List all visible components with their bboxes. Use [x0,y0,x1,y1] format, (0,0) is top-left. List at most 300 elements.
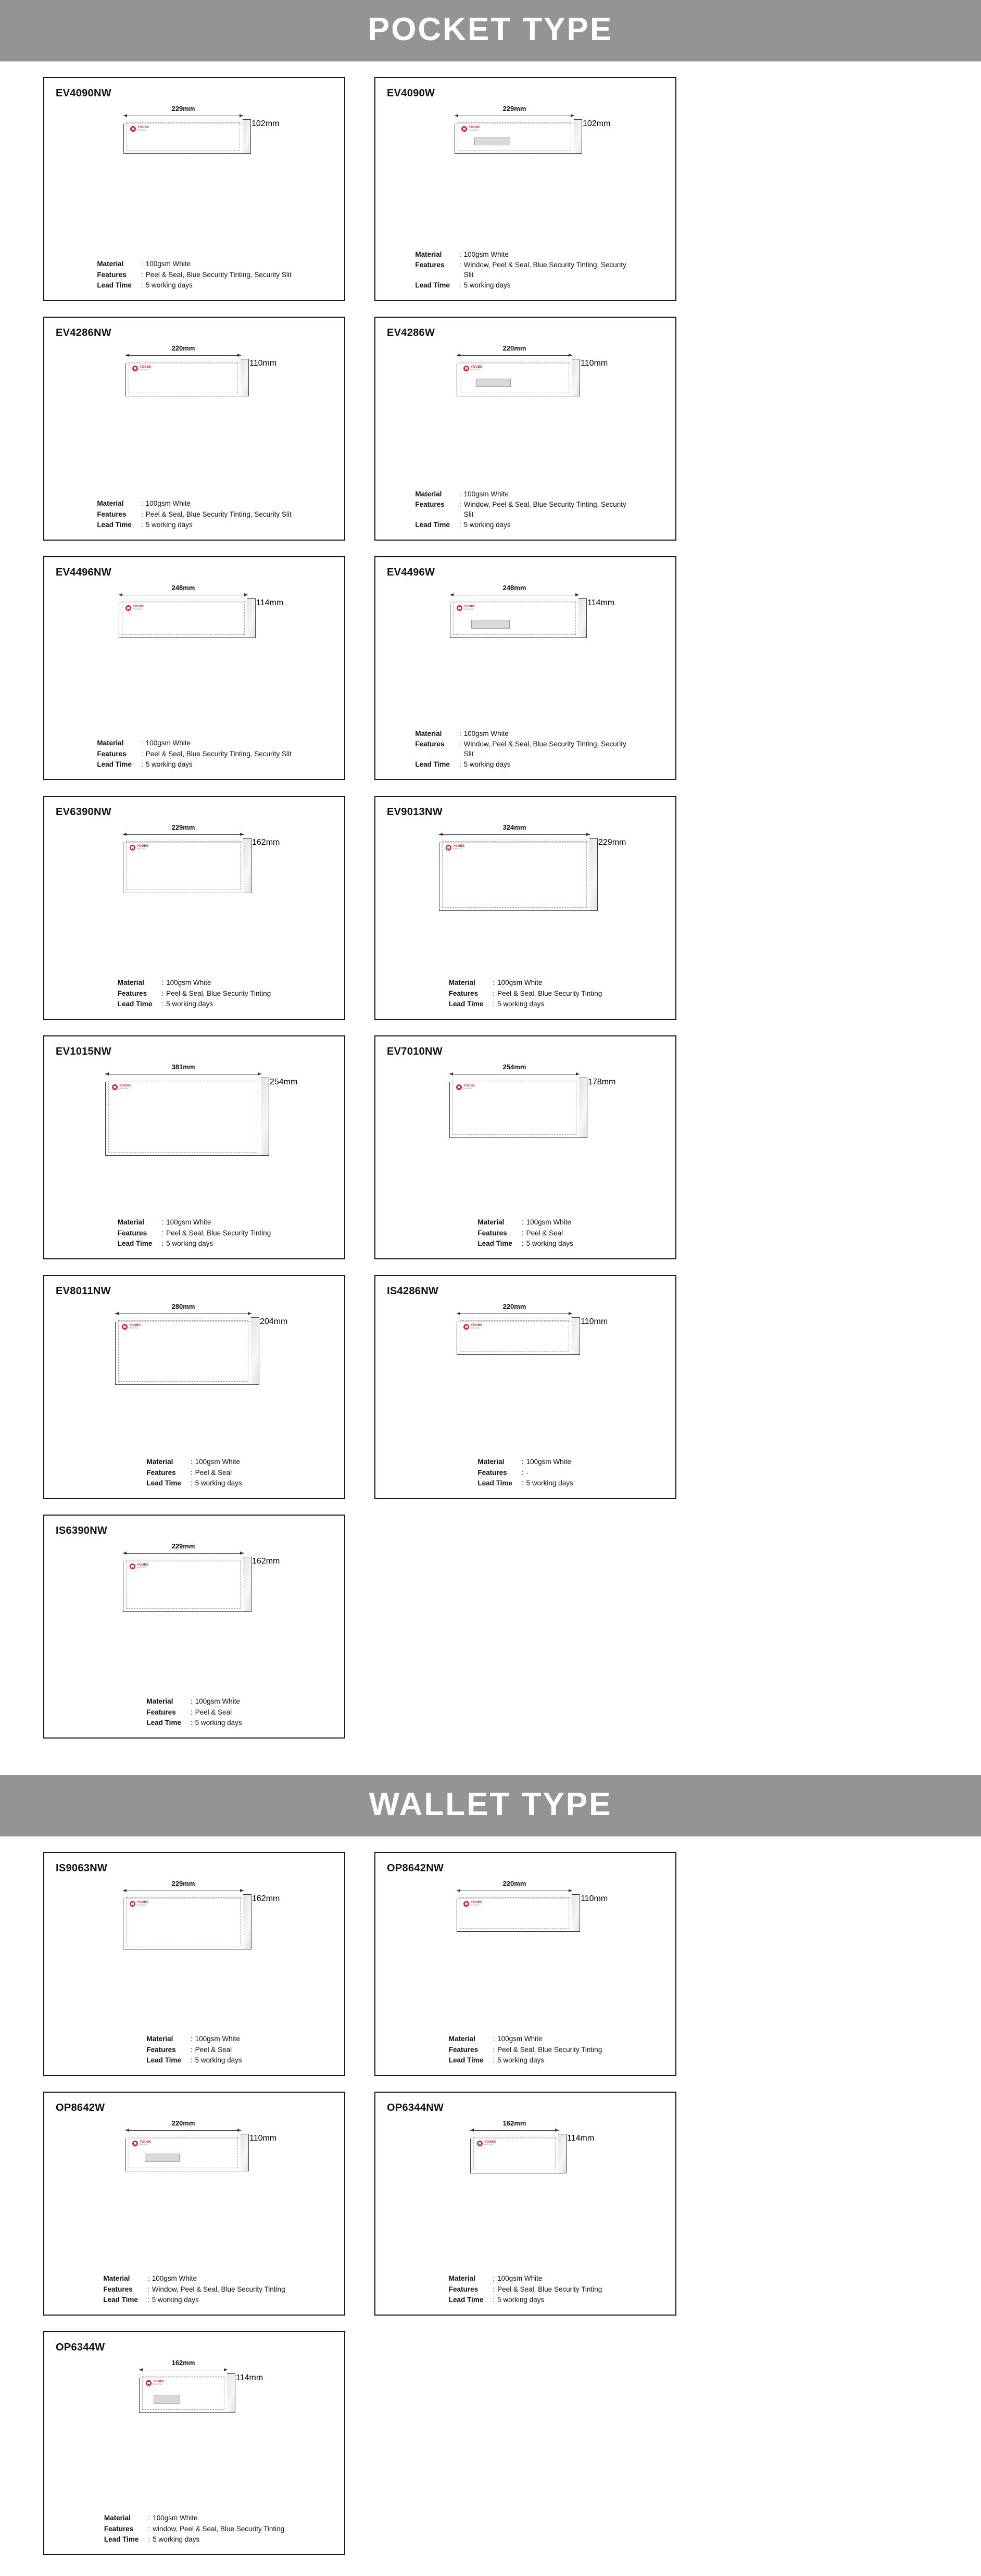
spec-colon: : [521,1229,524,1237]
material-value: 100gsm White [166,979,211,987]
brand-mark-icon [146,2380,152,2386]
features-label: Features [97,270,127,279]
envelope-row [449,1078,616,1138]
brand-tagline: PRINTING [453,847,462,850]
spec-colon: : [141,739,143,747]
spec-row [449,2045,602,2055]
features-value: Peel & Seal, Blue Security Tinting [497,2045,602,2054]
spec-block [375,978,675,1009]
brand-logo [132,2141,151,2146]
brand-tagline: PRINTING [133,608,142,610]
spec-row [97,498,291,509]
brand-logo [461,126,480,132]
width-dimension-line [123,1553,244,1554]
spec-row [104,2513,284,2523]
spec-colon: : [141,749,143,758]
envelope-body [470,2134,559,2173]
spec-colon: : [493,2035,495,2043]
width-dimension-label: 229mm [500,105,529,112]
envelope-illustration [56,1540,333,1647]
material-label: Material [477,1458,505,1466]
material-value: 100gsm White [195,1458,240,1466]
grid-spacer [374,2331,676,2555]
height-dimension-label: 204mm [260,1317,288,1326]
spec-table [146,2034,242,2066]
spec-row [449,999,602,1009]
lead-time-value: 5 working days [195,1718,242,1727]
envelope-body-wrap [449,1078,580,1138]
brand-tagline: PRINTING [129,1327,139,1329]
envelope-illustration [56,1061,333,1168]
spec-colon: : [147,2285,149,2293]
product-card [374,796,676,1020]
material-label: Material [117,1218,144,1227]
height-dimension [251,119,280,154]
height-dimension-label: 162mm [252,838,280,847]
product-code: EV4286NW [56,327,111,339]
features-label: Features [448,2285,479,2293]
material-value: 100gsm White [195,2035,240,2043]
spec-colon: : [521,1479,524,1487]
features-value: Window, Peel & Seal, Blue Security Tinting, Security Slit [463,501,626,518]
height-dimension-label: 110mm [581,1317,608,1326]
envelope-row [123,119,280,154]
lead-time-value: 5 working days [153,2535,200,2543]
spec-block [44,978,344,1009]
brand-tagline: PRINTING [153,2383,162,2385]
envelope-body-wrap [457,359,572,396]
envelope-window [471,620,510,629]
width-dimension-label: 248mm [500,584,529,592]
features-value: Peel & Seal, Blue Security Tinting, Security Slit [145,510,292,518]
product-code: EV6390NW [56,806,111,818]
section-banner-wallet [0,1775,981,1836]
envelope-row [470,2134,595,2173]
brand-tagline: PRINTING [137,847,146,850]
width-dimension [470,2120,559,2134]
spec-block [375,1217,675,1249]
material-value: 100gsm White [463,730,509,738]
envelope-side-flap [261,1078,269,1156]
spec-colon: : [493,2274,495,2283]
spec-row [146,1478,242,1489]
height-dimension-label: 162mm [252,1894,280,1903]
spec-row [97,749,291,759]
spec-row [477,1457,573,1467]
brand-mark-icon [122,1324,128,1330]
features-label: Features [477,1468,507,1477]
brand-mark-icon [130,845,135,851]
spec-colon: : [459,501,461,509]
envelope-body-wrap [123,1557,244,1612]
illustration-inner [470,2119,595,2173]
spec-block [375,1457,675,1489]
illustration-inner [439,823,626,911]
envelope-illustration [56,582,333,689]
lead-time-label: Lead Time [415,760,450,768]
spec-colon: : [493,999,495,1008]
features-value: Peel & Seal [195,1468,232,1477]
material-value: 100gsm White [463,490,509,498]
envelope-illustration [56,821,333,928]
product-code: OP6344W [56,2342,105,2353]
envelope-illustration [56,1878,333,1984]
spec-colon: : [141,520,143,529]
brand-logo [130,1564,148,1569]
product-card [43,2092,345,2316]
illustration-inner [105,1063,298,1156]
spec-row [415,260,635,280]
brand-name: YOUBE PRINTING [463,1084,475,1090]
features-value: Window, Peel & Seal, Blue Security Tinting [152,2285,285,2293]
lead-time-value: 5 working days [152,2295,199,2304]
features-label: Features [415,501,445,509]
spec-colon: : [161,1239,164,1247]
product-card [43,796,345,1020]
spec-table [477,1217,573,1249]
spec-table [449,2273,602,2305]
spec-row [146,2034,242,2044]
spec-colon: : [148,2535,150,2543]
spec-colon: : [147,2295,149,2304]
lead-time-value: 5 working days [166,999,213,1008]
features-label: Features [448,989,479,997]
brand-name: YOUBE PRINTING [137,126,149,131]
envelope-body [457,1317,572,1355]
spec-colon: : [459,261,461,269]
width-dimension [139,2360,228,2373]
width-dimension [455,106,574,119]
lead-time-label: Lead Time [117,999,153,1008]
envelope-side-flap [241,359,249,396]
height-dimension-label: 178mm [588,1078,616,1086]
brand-name: YOUBE PRINTING [453,845,465,850]
width-dimension [115,1304,251,1317]
brand-tagline: PRINTING [464,608,473,610]
spec-row [97,520,291,530]
envelope-window [154,2395,180,2404]
product-card [43,2331,345,2555]
width-dimension [125,345,241,359]
brand-logo [130,845,148,851]
envelope-row [139,2373,263,2413]
spec-block [375,2034,675,2066]
spec-table [146,1457,242,1489]
features-label: Features [477,1229,507,1237]
envelope-body [105,1078,261,1156]
product-code: IS9063NW [56,1862,108,1874]
width-dimension-label: 220mm [500,1303,529,1310]
spec-row [415,520,635,530]
spec-colon: : [493,2056,495,2064]
envelope-row [123,1894,280,1949]
envelope-side-flap [572,359,580,396]
brand-logo [457,605,475,611]
spec-colon: : [148,2524,150,2533]
spec-row [415,499,635,519]
spec-row [415,739,635,759]
features-value: Window, Peel & Seal, Blue Security Tinting, Security Slit [463,740,626,758]
width-dimension [439,824,590,838]
envelope-illustration [56,2357,333,2464]
material-label: Material [104,2514,131,2522]
lead-time-label: Lead Time [146,1718,181,1727]
product-code: EV4286W [387,327,435,339]
features-label: Features [104,2524,134,2533]
lead-time-label: Lead Time [448,2056,484,2064]
brand-name: YOUBE PRINTING [471,366,483,371]
product-card [374,317,676,541]
lead-time-value: 5 working days [145,520,193,529]
product-code: OP6344NW [387,2102,444,2114]
product-card [43,1275,345,1499]
product-card [43,317,345,541]
envelope-row [125,2134,277,2171]
brand-name: YOUBE PRINTING [133,605,145,610]
features-value: - [526,1468,529,1477]
lead-time-label: Lead Time [97,760,132,768]
product-code: EV9013NW [387,806,443,818]
lead-time-value: 5 working days [526,1239,573,1247]
brand-tagline: PRINTING [140,368,149,371]
height-dimension-label: 110mm [249,2134,277,2143]
spec-row [97,270,291,280]
width-dimension-line [123,834,244,835]
envelope-side-flap [558,2134,567,2173]
spec-block [375,489,675,530]
illustration-inner [125,344,277,396]
product-card [374,1035,676,1259]
height-dimension [567,2134,595,2173]
brand-mark-icon [463,1901,469,1907]
envelope-illustration [56,342,333,449]
spec-block [44,1217,344,1249]
features-label: Features [415,740,445,748]
lead-time-value: 5 working days [166,1239,213,1247]
spec-colon: : [141,510,143,518]
width-dimension-label: 381mm [169,1063,198,1071]
material-value: 100gsm White [195,1697,240,1706]
spec-colon: : [141,281,143,289]
width-dimension [449,1064,580,1078]
spec-table [415,249,635,291]
material-value: 100gsm White [145,499,191,508]
spec-colon: : [161,1218,164,1227]
envelope-side-flap [227,2373,235,2413]
material-label: Material [146,1697,173,1706]
spec-colon: : [141,260,143,268]
illustration-inner [455,105,611,154]
lead-time-value: 5 working days [526,1479,573,1487]
features-label: Features [448,2045,479,2054]
envelope-body-wrap [105,1078,261,1156]
width-dimension-label: 220mm [500,1880,529,1887]
brand-tagline: PRINTING [119,1087,129,1090]
product-card [374,1852,676,2076]
envelope-side-flap [574,119,582,154]
envelope-side-flap [572,1894,580,1932]
spec-colon: : [190,1697,193,1706]
spec-colon: : [521,1239,524,1247]
lead-time-label: Lead Time [146,1479,181,1487]
envelope-body-wrap [457,1317,572,1355]
width-dimension-line [457,355,572,356]
envelope-body-wrap [439,838,590,911]
brand-mark-icon [125,605,131,611]
height-dimension-label: 110mm [581,1894,608,1903]
envelope-illustration [387,103,664,209]
brand-mark-icon [132,2141,138,2146]
width-dimension [123,1881,244,1894]
spec-colon: : [521,1218,524,1227]
envelope-body [455,119,574,154]
envelope-row [123,1557,280,1612]
spec-colon: : [161,979,164,987]
lead-time-value: 5 working days [497,2056,545,2064]
envelope-illustration [56,103,333,209]
spec-colon: : [459,520,461,529]
height-dimension-label: 162mm [252,1557,280,1566]
spec-row [449,2055,602,2066]
product-code: EV1015NW [56,1046,111,1057]
spec-row [146,1468,242,1478]
envelope-body-wrap [123,838,244,893]
brand-tagline: PRINTING [463,1087,473,1090]
width-dimension [119,585,248,598]
spec-row [97,509,291,520]
width-dimension-line [125,2130,241,2131]
spec-row [118,989,271,999]
illustration-inner [457,1303,608,1355]
material-label: Material [117,979,144,987]
spec-table [449,978,602,1009]
spec-block [375,729,675,770]
lead-time-label: Lead Time [448,999,484,1008]
brand-name: YOUBE PRINTING [471,1901,483,1906]
width-dimension [125,2120,241,2134]
height-dimension-label: 102mm [251,119,280,128]
envelope-row [115,1317,288,1385]
envelope-side-flap [247,598,256,638]
product-card [374,77,676,301]
envelope-body-wrap [119,598,248,638]
lead-time-label: Lead Time [97,281,132,289]
product-code: EV7010NW [387,1046,443,1057]
brand-mark-icon [446,845,451,851]
height-dimension [252,1894,280,1949]
material-value: 100gsm White [145,260,191,268]
lead-time-label: Lead Time [103,2295,138,2304]
illustration-inner [450,584,615,638]
brand-name: YOUBE PRINTING [153,2380,165,2385]
illustration-inner [457,1880,608,1932]
material-label: Material [415,490,442,498]
spec-row [104,2524,284,2534]
envelope-illustration [387,1061,664,1168]
lead-time-value: 5 working days [463,760,511,768]
envelope-side-flap [251,1317,259,1385]
spec-colon: : [521,1458,524,1466]
spec-colon: : [459,730,461,738]
height-dimension [256,598,284,638]
envelope-side-flap [243,1557,251,1612]
features-value: Peel & Seal, Blue Security Tinting, Security Slit [145,270,292,279]
spec-row [449,2273,602,2284]
width-dimension-label: 248mm [169,584,198,592]
brand-tagline: PRINTING [471,1904,480,1906]
envelope-side-flap [241,2134,249,2171]
height-dimension [260,1317,288,1385]
product-card [374,1275,676,1499]
material-value: 100gsm White [497,2274,543,2283]
spec-table [477,1457,573,1489]
envelope-body-wrap [450,598,579,638]
section-banner-pocket [0,0,981,61]
spec-colon: : [493,2285,495,2293]
brand-logo [463,1901,482,1907]
lead-time-label: Lead Time [97,520,132,529]
spec-colon: : [190,1458,193,1466]
product-card [43,1852,345,2076]
brand-mark-icon [456,1084,462,1090]
spec-colon: : [141,499,143,508]
brand-mark-icon [130,126,136,132]
product-code: IS6390NW [56,1525,108,1536]
brand-name: YOUBE PRINTING [469,126,481,131]
brand-tagline: PRINTING [140,2143,149,2146]
envelope-side-flap [572,1317,580,1355]
product-card [43,1515,345,1739]
features-value: Peel & Seal, Blue Security Tinting [497,2285,602,2293]
features-value: window, Peel & Seal, Blue Security Tinting [153,2524,285,2533]
features-value: Peel & Seal [195,2045,232,2054]
envelope-body [123,838,244,893]
brand-mark-icon [112,1084,118,1090]
product-card [43,1035,345,1259]
material-value: 100gsm White [497,2035,543,2043]
spec-colon: : [147,2274,149,2283]
envelope-body [123,119,243,154]
brand-tagline: PRINTING [137,129,147,131]
width-dimension [457,1881,572,1894]
envelope-row [457,1317,608,1355]
brand-mark-icon [461,126,467,132]
brand-mark-icon [463,366,469,371]
illustration-inner [123,823,280,893]
spec-table [104,2513,284,2545]
material-label: Material [97,739,124,747]
spec-colon: : [161,989,164,997]
envelope-side-flap [579,1078,587,1138]
product-code: EV8011NW [56,1285,111,1297]
illustration-inner [125,2119,277,2171]
width-dimension-label: 220mm [500,344,529,352]
material-value: 100gsm White [526,1458,571,1466]
envelope-dashed-border [442,841,587,908]
spec-row [146,1696,242,1707]
product-code: EV4496NW [56,567,111,578]
brand-name: YOUBE PRINTING [137,845,149,850]
envelope-row [119,598,284,638]
width-dimension [450,585,579,598]
spec-row [449,978,602,988]
section-title: WALLET TYPE [369,1786,612,1822]
features-value: Peel & Seal [526,1229,563,1237]
spec-row [118,1239,271,1249]
spec-row [415,759,635,770]
brand-mark-icon [130,1901,135,1907]
material-label: Material [415,251,442,259]
